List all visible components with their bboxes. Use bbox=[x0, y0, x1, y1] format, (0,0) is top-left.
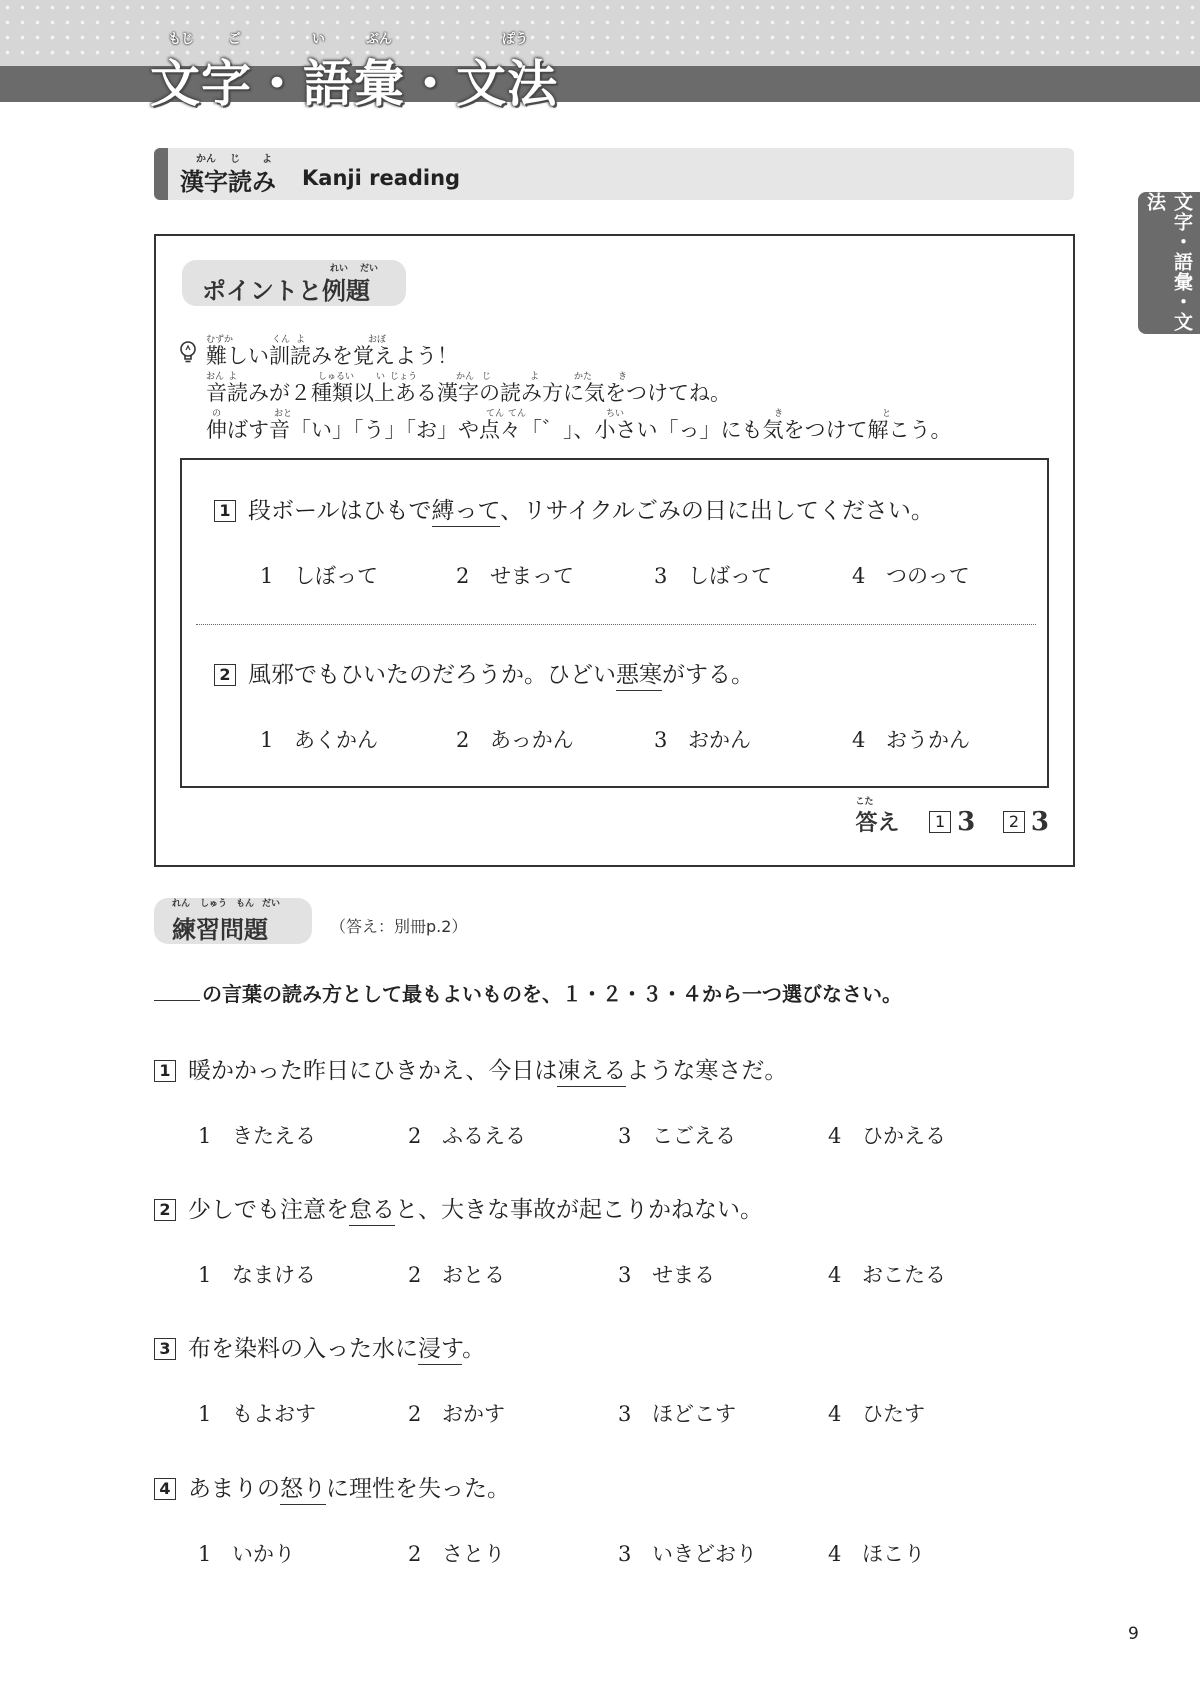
tip-ruby: おぼ bbox=[368, 335, 387, 345]
question-number-box: 1 bbox=[214, 500, 236, 522]
tip-ruby: ちい bbox=[606, 409, 625, 419]
tip-line-3: 伸ばす音「い」「う」「お」や点々「゛」、小さい「っ」にも気をつけて解こう。 bbox=[206, 418, 952, 442]
dotted-divider bbox=[196, 624, 1036, 625]
answer-option[interactable]: 4 ひかえる bbox=[828, 1124, 946, 1148]
answer-option[interactable]: 2 ふるえる bbox=[408, 1124, 526, 1148]
tip-ruby: てん bbox=[508, 409, 527, 419]
answer-option[interactable]: 3 ほどこす bbox=[618, 1402, 736, 1426]
title-ruby: ぽう bbox=[502, 32, 529, 47]
underlined-target-word: 凍える bbox=[557, 1058, 626, 1087]
answer-value: 3 bbox=[1030, 807, 1049, 837]
example-questions-box bbox=[180, 458, 1049, 788]
tip-ruby: の bbox=[212, 409, 222, 419]
point-pill-label: ポイントと例題 bbox=[202, 277, 370, 305]
pill-ruby: だい bbox=[262, 899, 281, 909]
question-number-box: 3 bbox=[154, 1338, 176, 1360]
answer-option[interactable]: 4 ひたす bbox=[828, 1402, 925, 1426]
answer-option[interactable]: 2 あっかん bbox=[456, 728, 574, 752]
title-ruby: もじ bbox=[168, 32, 195, 47]
answer-option[interactable]: 3 こごえる bbox=[618, 1124, 736, 1148]
example-question-2: 2 風邪でもひいたのだろうか。ひどい悪寒がする。 bbox=[214, 656, 754, 689]
tip-ruby: よ bbox=[228, 372, 238, 382]
answer-option[interactable]: 1 きたえる bbox=[198, 1124, 316, 1148]
section-title-jp: 漢字読み bbox=[180, 168, 276, 196]
question-number-box: 2 bbox=[154, 1199, 176, 1221]
tip-ruby: てん bbox=[486, 409, 505, 419]
instruction: の言葉の読み方として最もよいものを、１・２・３・４から一つ選びなさい。 bbox=[154, 978, 902, 1007]
tip-line-2: 音読みが２種類以上ある漢字の読み方に気をつけてね。 bbox=[206, 381, 731, 405]
answer-option[interactable]: 4 おうかん bbox=[852, 728, 970, 752]
question-number-box: 1 bbox=[154, 1060, 176, 1082]
page-title: 文字・語彙・文法 bbox=[150, 55, 558, 113]
answer-option[interactable]: 1 なまける bbox=[198, 1263, 316, 1287]
practice-question-3: 3 布を染料の入った水に浸す。 bbox=[154, 1330, 485, 1363]
answer-reference: （答え：別冊p.2） bbox=[330, 917, 468, 936]
pill-ruby: しゅう bbox=[200, 899, 228, 909]
answer-option[interactable]: 3 いきどおり bbox=[618, 1542, 757, 1566]
question-number-box: 4 bbox=[154, 1478, 176, 1500]
underlined-target-word: 怠る bbox=[349, 1197, 395, 1226]
section-ruby: よ bbox=[262, 154, 272, 165]
tip-ruby: おと bbox=[274, 409, 293, 419]
lightbulb-icon bbox=[178, 340, 198, 364]
title-ruby: い bbox=[312, 32, 326, 47]
practice-question-2: 2 少しでも注意を怠ると、大きな事故が起こりかねない。 bbox=[154, 1191, 763, 1224]
underlined-target-word: 縛って bbox=[432, 498, 501, 527]
tip-ruby: じ bbox=[482, 372, 492, 382]
tip-ruby: くん bbox=[272, 335, 291, 345]
underline-blank bbox=[154, 1000, 200, 1001]
tip-ruby: むずか bbox=[206, 335, 234, 345]
answer-ruby: こた bbox=[855, 797, 874, 807]
tip-ruby: い bbox=[376, 372, 386, 382]
underlined-target-word: 悪寒 bbox=[616, 662, 662, 691]
practice-pill bbox=[154, 898, 312, 944]
tip-ruby: き bbox=[618, 372, 628, 382]
section-ruby: かん bbox=[196, 154, 216, 165]
answer-option[interactable]: 2 おとる bbox=[408, 1263, 505, 1287]
tip-ruby: よ bbox=[530, 372, 540, 382]
answer-option[interactable]: 3 しばって bbox=[654, 564, 772, 588]
answer-label: 答え bbox=[855, 811, 900, 836]
answer-option[interactable]: 1 もよおす bbox=[198, 1402, 316, 1426]
section-header bbox=[154, 148, 1074, 200]
section-title-en: Kanji reading bbox=[302, 166, 461, 190]
tip-ruby: かん bbox=[456, 372, 475, 382]
answer-option[interactable]: 4 おこたる bbox=[828, 1263, 946, 1287]
title-ruby: ぶん bbox=[366, 32, 393, 47]
tip-ruby: と bbox=[882, 409, 892, 419]
title-ruby: ご bbox=[228, 32, 242, 47]
question-number-box: 2 bbox=[214, 664, 236, 686]
pill-ruby: れん bbox=[172, 899, 191, 909]
answer-option[interactable]: 4 つのって bbox=[852, 564, 970, 588]
practice-pill-label: 練習問題 bbox=[172, 916, 268, 944]
answer-option[interactable]: 1 しぼって bbox=[260, 564, 378, 588]
underlined-target-word: 浸す bbox=[418, 1336, 462, 1365]
tip-ruby: き bbox=[774, 409, 784, 419]
answer-value: 3 bbox=[957, 807, 976, 837]
example-answer-key bbox=[855, 797, 1049, 837]
answer-option[interactable]: 1 あくかん bbox=[260, 728, 378, 752]
tip-ruby: じょう bbox=[390, 372, 418, 382]
tip-ruby: かた bbox=[574, 372, 593, 382]
tip-line-1: 難しい訓読みを覚えよう！ bbox=[206, 344, 458, 368]
tip-ruby: おん bbox=[206, 372, 225, 382]
pill-ruby: れい bbox=[330, 264, 349, 274]
tip-ruby: しゅるい bbox=[318, 372, 355, 382]
answer-option[interactable]: 3 おかん bbox=[654, 728, 751, 752]
answer-option[interactable]: 3 せまる bbox=[618, 1263, 715, 1287]
answer-option[interactable]: 2 さとり bbox=[408, 1542, 505, 1566]
answer-number-box: 2 bbox=[1003, 811, 1025, 833]
point-example-box bbox=[154, 234, 1075, 867]
section-ruby: じ bbox=[230, 154, 240, 165]
practice-question-4: 4 あまりの怒りに理性を失った。 bbox=[154, 1470, 510, 1503]
page-number: 9 bbox=[1128, 1624, 1139, 1644]
example-question-1: 1 段ボールはひもで縛って、リサイクルごみの日に出してください。 bbox=[214, 492, 934, 525]
answer-option[interactable]: 1 いかり bbox=[198, 1542, 295, 1566]
tip-ruby: よ bbox=[296, 335, 306, 345]
answer-option[interactable]: 2 せまって bbox=[456, 564, 574, 588]
point-pill bbox=[182, 260, 406, 306]
answer-number-box: 1 bbox=[929, 811, 951, 833]
pill-ruby: もん bbox=[236, 899, 255, 909]
underlined-target-word: 怒り bbox=[280, 1476, 326, 1505]
chapter-side-tab: 文字・語彙・文法 bbox=[1138, 192, 1200, 334]
answer-option[interactable]: 2 おかす bbox=[408, 1402, 505, 1426]
pill-ruby: だい bbox=[360, 264, 379, 274]
answer-option[interactable]: 4 ほこり bbox=[828, 1542, 925, 1566]
practice-question-1: 1 暖かかった昨日にひきかえ、今日は凍えるような寒さだ。 bbox=[154, 1052, 787, 1085]
